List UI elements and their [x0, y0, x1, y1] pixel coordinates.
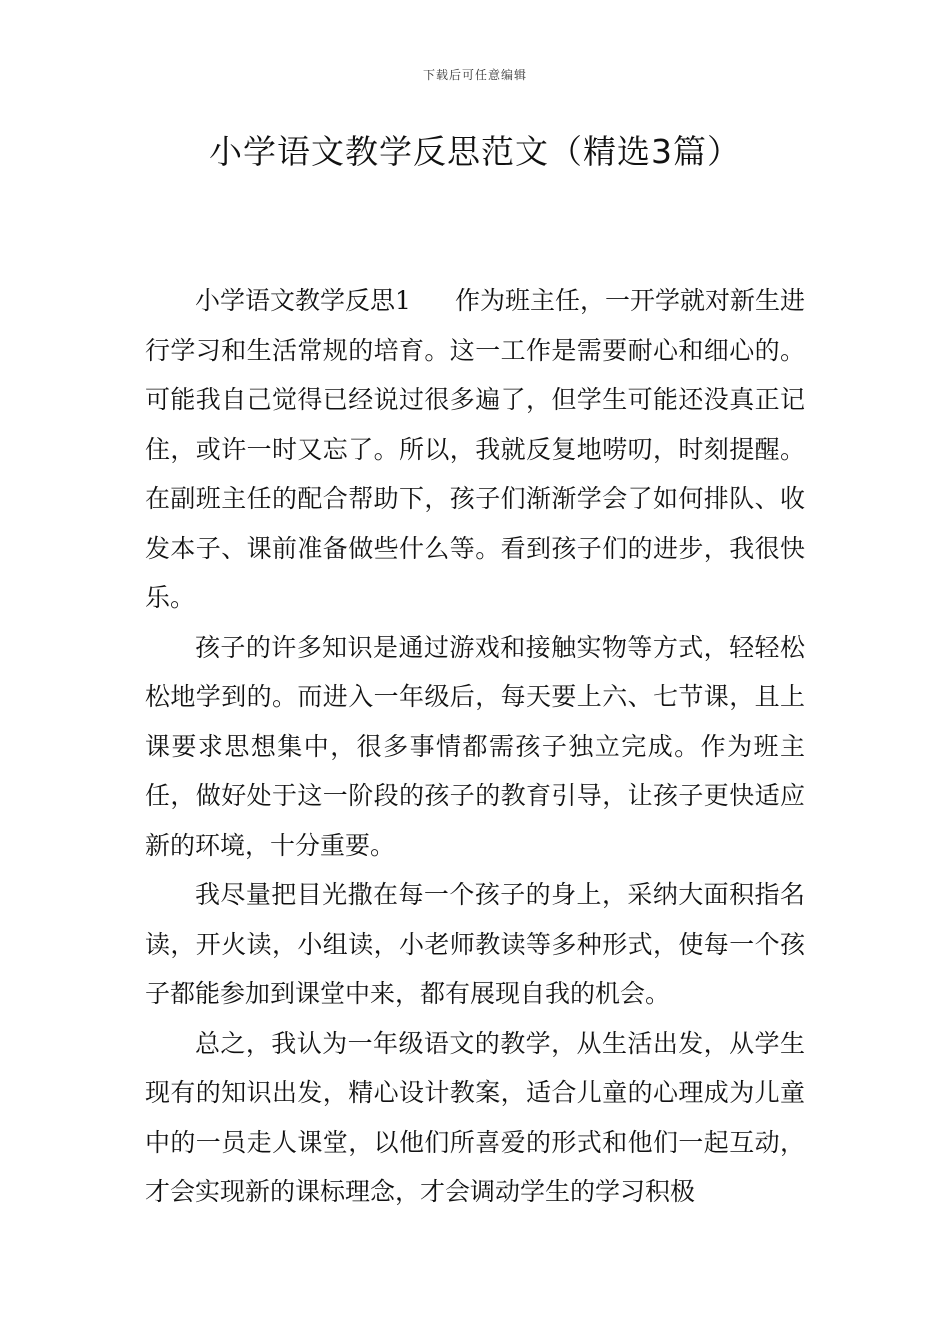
document-body: [145, 276, 805, 1217]
paragraph: 总之，我认为一年级语文的教学，从生活出发，从学生现有的知识出发，精心设计教案，适合儿童的心理成为儿童中的一员走人课堂，以他们所喜爱的形式和他们一起互动，才会实现新的课标理念，才会调动学生的学习积极: [145, 1028, 805, 1206]
paragraph: 孩子的许多知识是通过游戏和接触实物等方式，轻轻松松地学到的。而进入一年级后，每天要上六、七节课，且上课要求思想集中，很多事情都需孩子独立完成。作为班主任，做好处于这一阶段的孩子的教育引导，让孩子更快适应新的环境，十分重要。: [145, 632, 805, 860]
document-title: 小学语文教学反思范文（精选3篇）: [209, 132, 741, 171]
paragraph: 我尽量把目光撒在每一个孩子的身上，采纳大面积指名读，开火读，小组读，小老师教读等多种形式，使每一个孩子都能参加到课堂中来，都有展现自我的机会。: [145, 880, 805, 1008]
header-note: 下载后可任意编辑: [422, 68, 527, 82]
paragraph-text: 作为班主任，一开学就对新生进行学习和生活常规的培育。这一工作是需要耐心和细心的。可能我自己觉得已经说过很多遍了，但学生可能还没真正记住，或许一时又忘了。所以，我就反复地唠叨，时刻提醒。在副班主任的配合帮助下，孩子们渐渐学会了如何排队、收发本子、课前准备做些什么等。看到孩子们的进步，我很快乐。: [145, 286, 805, 612]
paragraph: [145, 276, 805, 623]
section-label: 小学语文教学反思1: [195, 286, 411, 315]
